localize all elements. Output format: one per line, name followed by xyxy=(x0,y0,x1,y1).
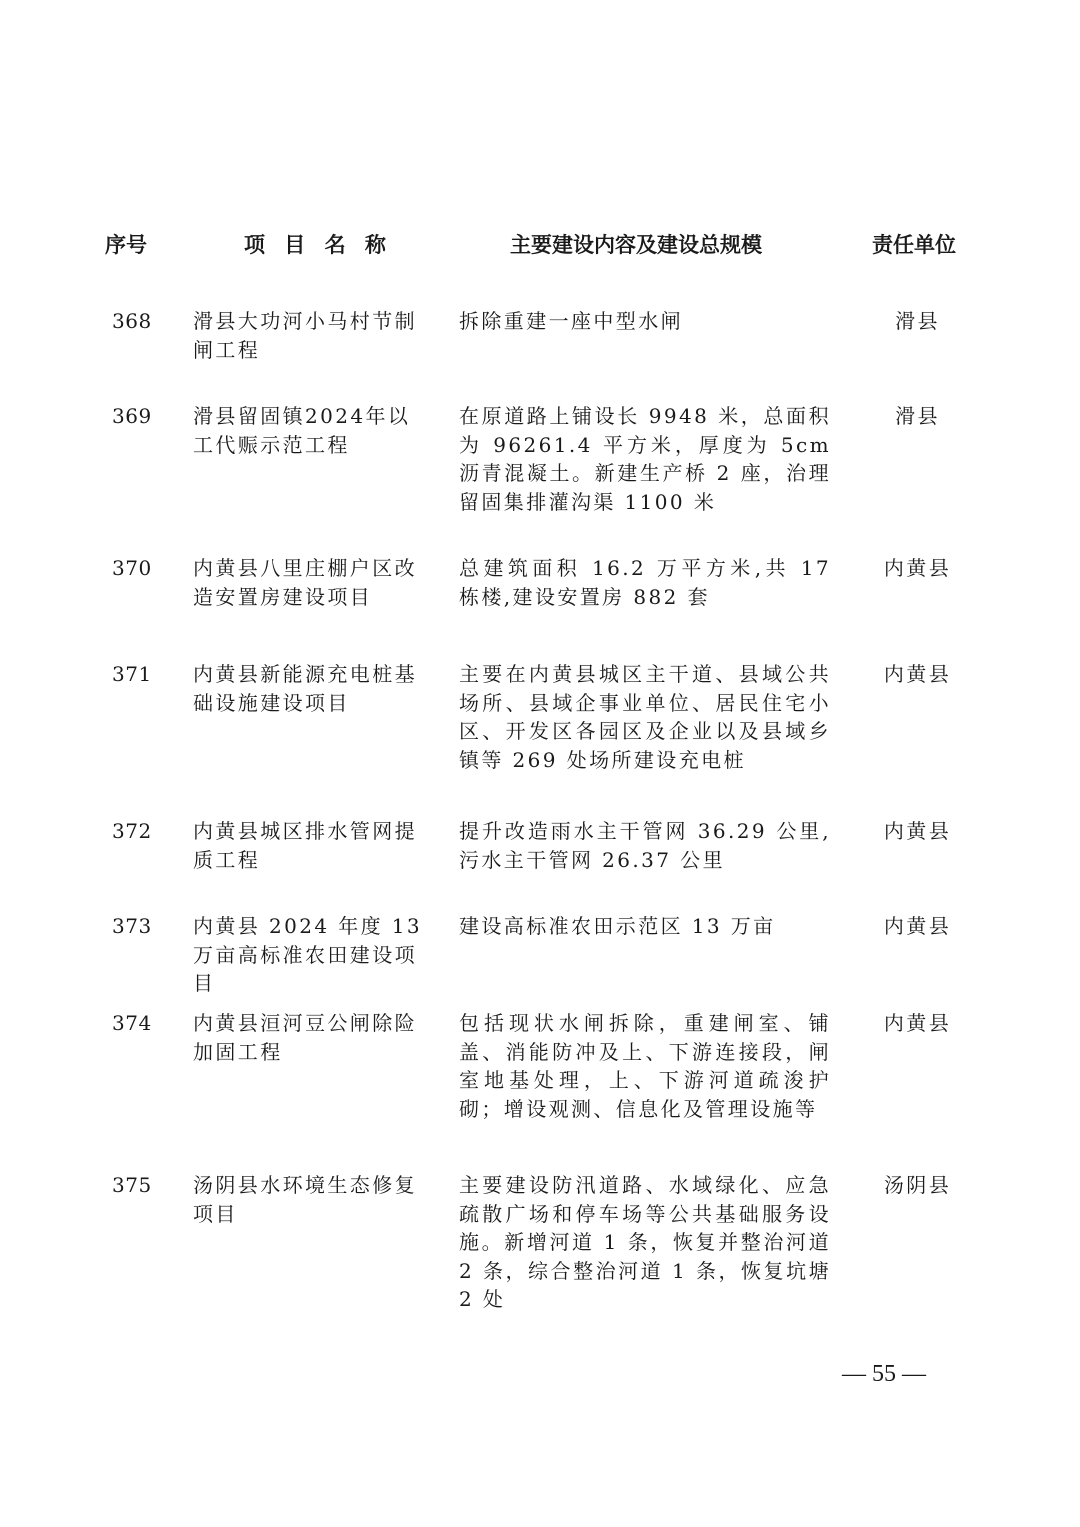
row-construction-content: 拆除重建一座中型水闸 xyxy=(459,309,683,333)
row-project-name: 内黄县城区排水管网提质工程 xyxy=(193,819,417,872)
row-serial-number: 375 xyxy=(112,1173,152,1197)
header-construction-content: 主要建设内容及建设总规模 xyxy=(510,233,762,257)
row-project-name: 汤阴县水环境生态修复项目 xyxy=(193,1173,417,1226)
row-serial-number: 372 xyxy=(112,819,152,843)
row-responsible-unit: 汤阴县 xyxy=(883,1173,952,1197)
row-serial-number: 368 xyxy=(112,309,152,333)
row-serial-number: 369 xyxy=(112,404,152,428)
row-construction-content: 包括现状水闸拆除，重建闸室、铺盖、消能防冲及上、下游连接段，闸室地基处理，上、下游河道疏浚护砌；增设观测、信息化及管理设施等 xyxy=(459,1011,831,1121)
row-project-name: 滑县留固镇2024年以工代赈示范工程 xyxy=(193,404,411,457)
row-project-name: 内黄县洹河豆公闸除险加固工程 xyxy=(193,1011,417,1064)
header-project-name: 项 目 名 称 xyxy=(244,233,392,257)
header-serial-number: 序号 xyxy=(105,233,147,257)
row-responsible-unit: 内黄县 xyxy=(883,819,952,843)
row-responsible-unit: 内黄县 xyxy=(883,914,952,938)
row-responsible-unit: 滑县 xyxy=(895,404,940,428)
row-responsible-unit: 内黄县 xyxy=(883,1011,952,1035)
row-construction-content: 提升改造雨水主干管网 36.29 公里,污水主干管网 26.37 公里 xyxy=(459,819,831,872)
row-serial-number: 370 xyxy=(112,556,152,580)
row-responsible-unit: 内黄县 xyxy=(883,556,952,580)
row-project-name: 内黄县 2024 年度 13 万亩高标准农田建设项目 xyxy=(193,914,423,995)
row-project-name: 内黄县八里庄棚户区改造安置房建设项目 xyxy=(193,556,417,609)
row-construction-content: 总建筑面积 16.2 万平方米,共 17 栋楼,建设安置房 882 套 xyxy=(459,556,831,609)
row-responsible-unit: 内黄县 xyxy=(883,662,952,686)
row-construction-content: 主要在内黄县城区主干道、县域公共场所、县域企事业单位、居民住宅小区、开发区各园区及企业以及县域乡镇等 269 处场所建设充电桩 xyxy=(459,662,831,772)
row-project-name: 滑县大功河小马村节制闸工程 xyxy=(193,309,417,362)
page-number: — 55 — xyxy=(842,1361,926,1387)
table-header xyxy=(0,228,1080,262)
row-construction-content: 在原道路上铺设长 9948 米，总面积为 96261.4 平方米，厚度为 5cm 沥青混凝土。新建生产桥 2 座，治理留固集排灌沟渠 1100 米 xyxy=(459,404,831,514)
row-project-name: 内黄县新能源充电桩基础设施建设项目 xyxy=(193,662,417,715)
row-responsible-unit: 滑县 xyxy=(895,309,940,333)
header-responsible-unit: 责任单位 xyxy=(872,233,956,257)
row-serial-number: 373 xyxy=(112,914,152,938)
row-construction-content: 主要建设防汛道路、水域绿化、应急疏散广场和停车场等公共基础服务设施。新增河道 1 条，恢复并整治河道 2 条，综合整治河道 1 条，恢复坑塘 2 处 xyxy=(459,1173,831,1311)
row-serial-number: 371 xyxy=(112,662,152,686)
row-construction-content: 建设高标准农田示范区 13 万亩 xyxy=(459,914,776,938)
row-serial-number: 374 xyxy=(112,1011,152,1035)
